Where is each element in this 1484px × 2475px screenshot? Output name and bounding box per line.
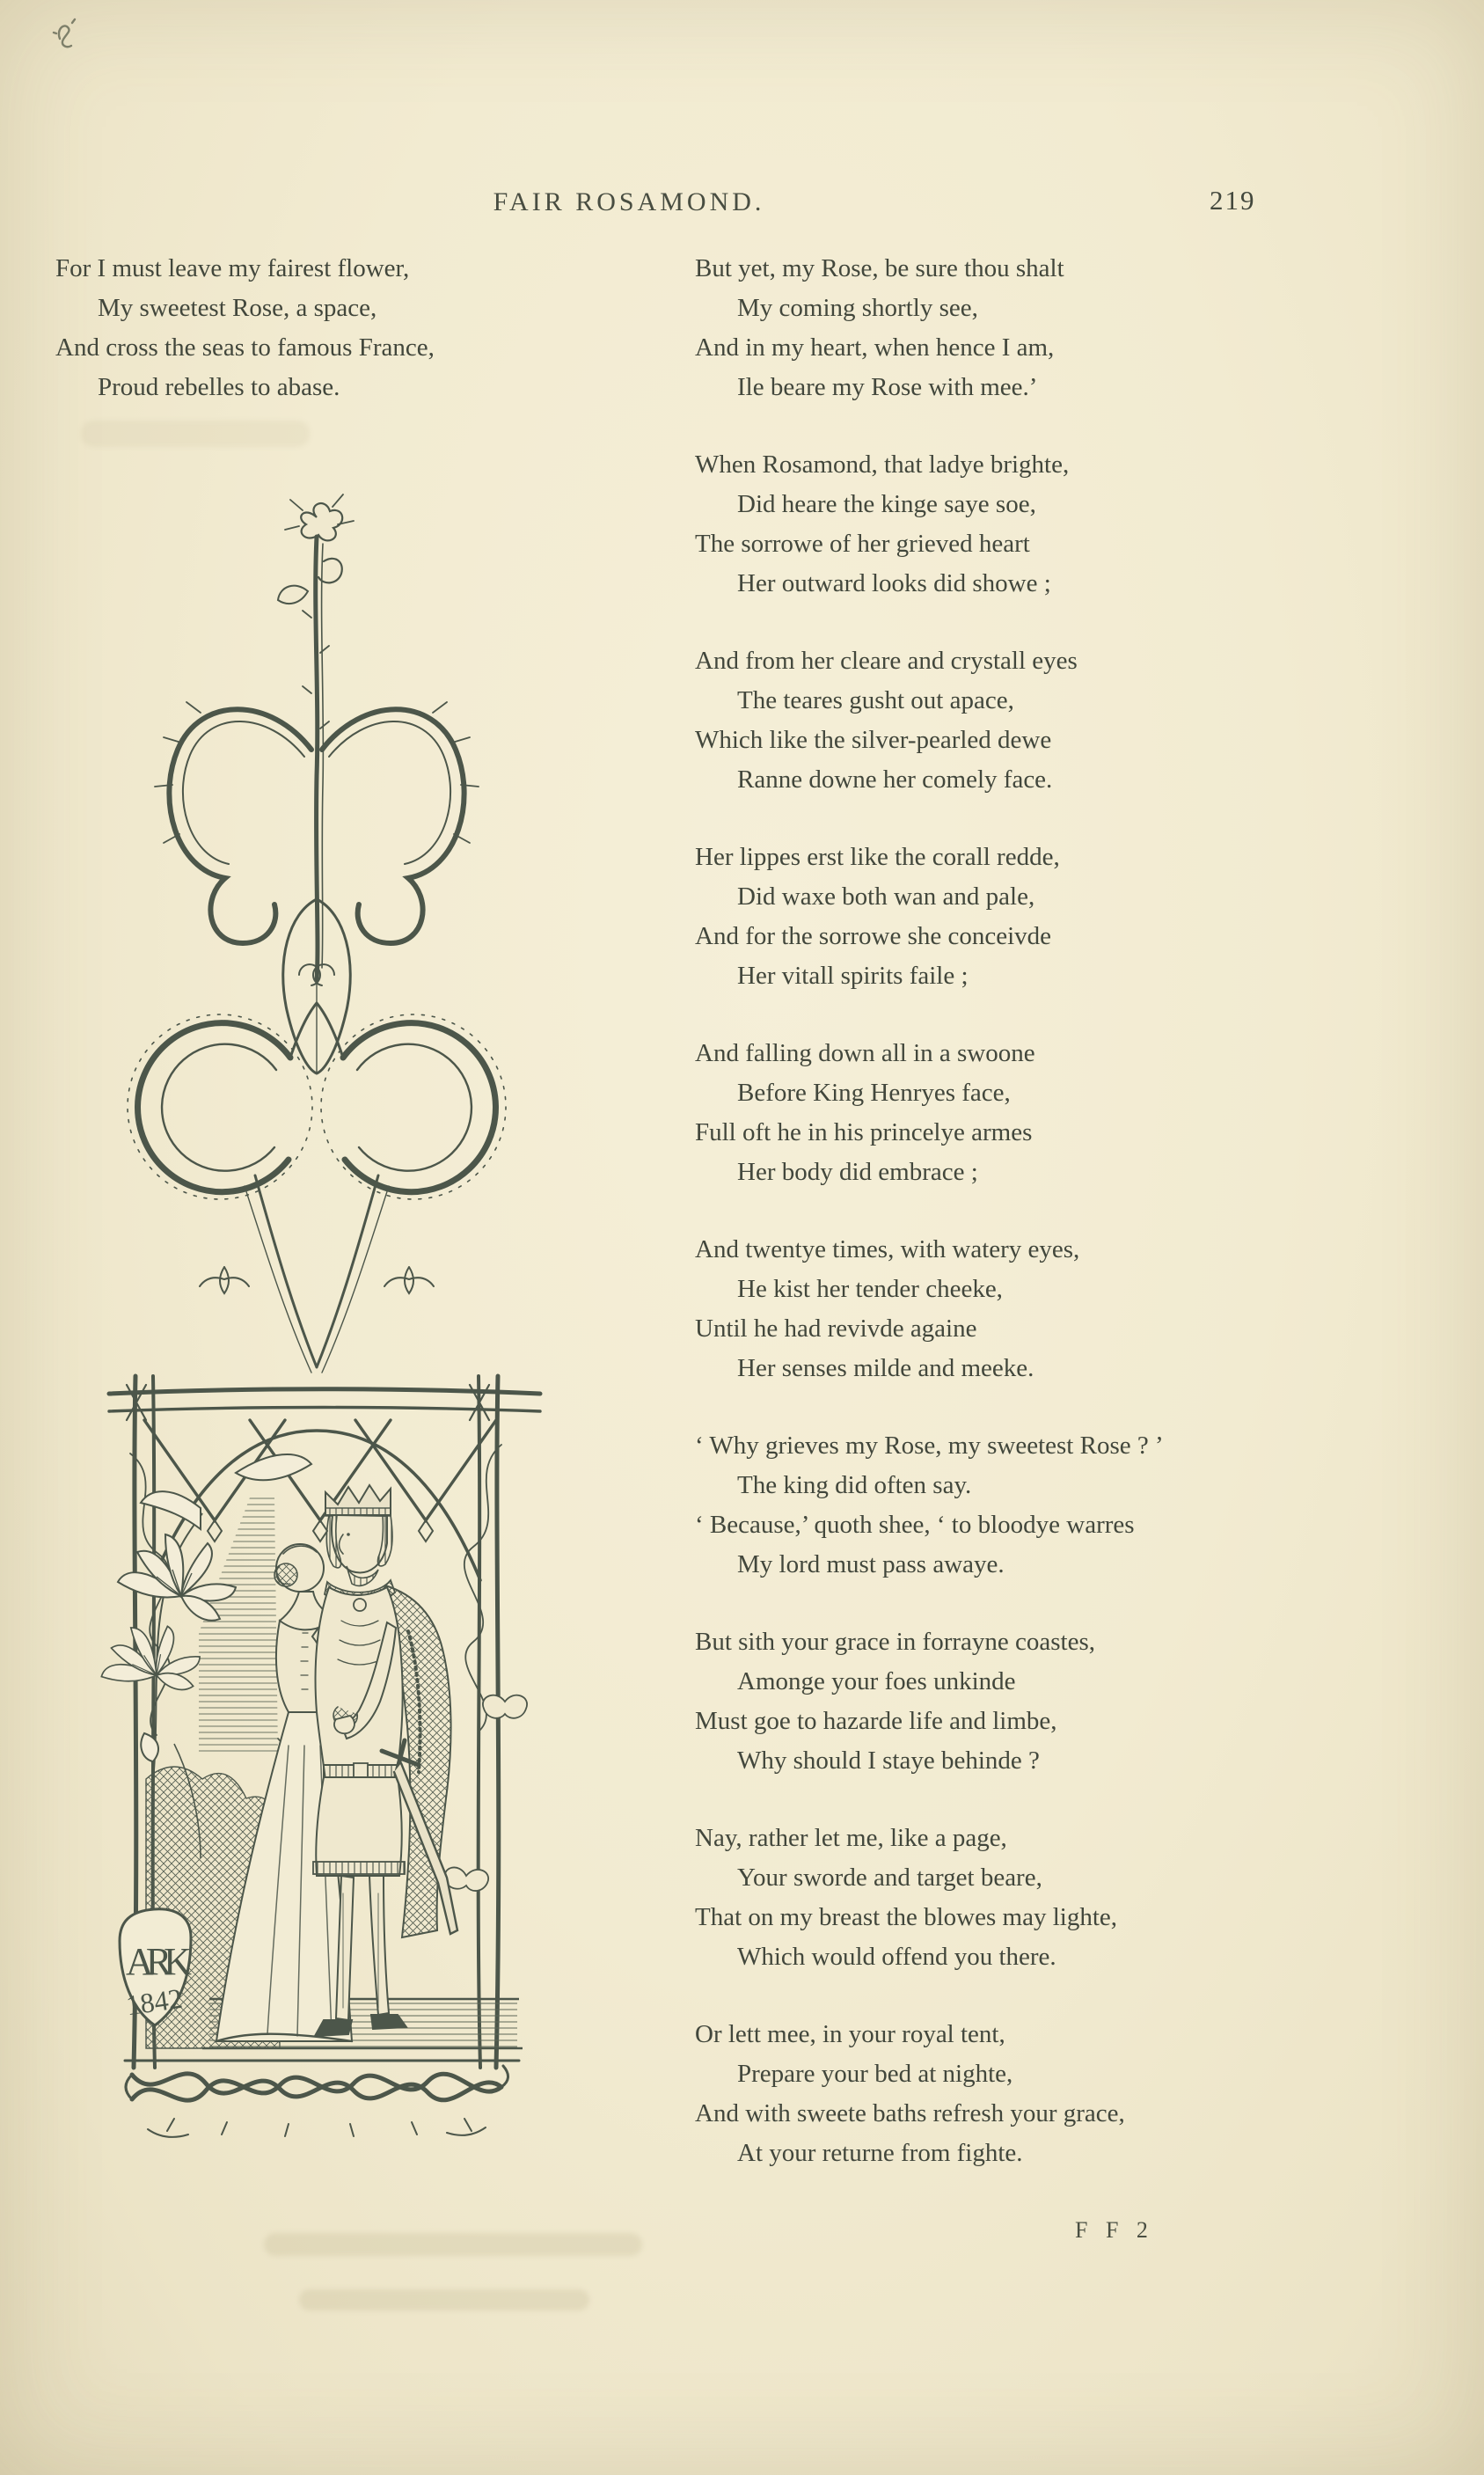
poem-line: And in my heart, when hence I am, [695, 333, 1055, 362]
poem-line: Her vitall spirits faile ; [737, 962, 969, 990]
poem-line: Proud rebelles to abase. [98, 373, 340, 401]
stanza [695, 1622, 1372, 1781]
poem-line: At your returne from fighte. [737, 2139, 1023, 2167]
poem-line: Her outward looks did showe ; [737, 569, 1051, 597]
poem-line: Which would offend you there. [737, 1943, 1056, 1971]
poem-line: My lord must pass awaye. [737, 1550, 1005, 1578]
poem-line: And with sweete baths refresh your grace, [695, 2099, 1125, 2127]
right-column [695, 249, 1372, 2211]
poem-line: And for the sorrowe she conceivde [695, 922, 1052, 950]
poem-line: For I must leave my fairest flower, [55, 254, 410, 282]
poem-line: Until he had revivde againe [695, 1314, 977, 1343]
poem-line: Nay, rather let me, like a page, [695, 1824, 1007, 1852]
monogram-year: 1842 [124, 1981, 185, 2022]
show-through-smudge [264, 2233, 642, 2256]
poem-line: Must goe to hazarde life and limbe, [695, 1707, 1057, 1735]
poem-line: My sweetest Rose, a space, [98, 294, 377, 322]
stanza [695, 1426, 1372, 1585]
stanza [695, 1034, 1372, 1192]
monogram-shield [120, 1909, 192, 2025]
poem-line: Her lippes erst like the corall redde, [695, 843, 1060, 871]
poem-line: ‘ Why grieves my Rose, my sweetest Rose ? ’ [695, 1432, 1164, 1460]
stanza [55, 249, 636, 407]
monogram-initials: ARK [126, 1940, 184, 1983]
show-through-smudge [299, 2289, 589, 2310]
poem-line: Before King Henryes face, [737, 1079, 1011, 1107]
poem-line: But yet, my Rose, be sure thou shalt [695, 254, 1064, 282]
show-through-smudge [81, 421, 310, 447]
poem-line: The teares gusht out apace, [737, 686, 1014, 714]
poem-line: Why should I staye behinde ? [737, 1746, 1040, 1775]
poem-line: Her body did embrace ; [737, 1158, 978, 1186]
poem-line: Or lett mee, in your royal tent, [695, 2020, 1005, 2048]
poem-line: Her senses milde and meeke. [737, 1354, 1034, 1382]
left-column [55, 249, 636, 445]
page-number: 219 [1210, 185, 1256, 216]
ink-smudge [51, 16, 81, 56]
base-knotwork [125, 2061, 519, 2137]
poem-line: ‘ Because,’ quoth shee, ‘ to bloodye warres [695, 1511, 1135, 1539]
scrollwork-ornament [128, 494, 506, 1373]
poem-line: Full oft he in his princelye armes [695, 1118, 1033, 1146]
poem-line: Ile beare my Rose with mee.’ [737, 373, 1038, 401]
stanza [695, 838, 1372, 996]
poem-line: Your sworde and target beare, [737, 1864, 1042, 1892]
stanza [695, 1819, 1372, 1977]
poem-line: Which like the silver-pearled dewe [695, 726, 1052, 754]
signature-mark: F F 2 [1075, 2217, 1154, 2243]
poem-line: And falling down all in a swoone [695, 1039, 1035, 1067]
poem-line: But sith your grace in forrayne coastes, [695, 1628, 1095, 1656]
engraving-illustration [69, 486, 607, 2168]
poem-line: He kist her tender cheeke, [737, 1275, 1003, 1303]
poem-line: Did heare the kinge saye soe, [737, 490, 1036, 518]
poem-line: Amonge your foes unkinde [737, 1667, 1016, 1695]
stanza [695, 1230, 1372, 1388]
stanza [695, 249, 1372, 407]
stanza [695, 2015, 1372, 2173]
poem-line: And twentye times, with watery eyes, [695, 1235, 1080, 1263]
stanza [695, 445, 1372, 604]
page-title: FAIR ROSAMOND. [493, 187, 765, 216]
poem-line: Did waxe both wan and pale, [737, 882, 1035, 911]
poem-line: Prepare your bed at nighte, [737, 2060, 1013, 2088]
poem-line: My coming shortly see, [737, 294, 978, 322]
poem-line: The sorrowe of her grieved heart [695, 530, 1030, 558]
poem-line: Ranne downe her comely face. [737, 765, 1053, 794]
poem-line: And cross the seas to famous France, [55, 333, 435, 362]
poem-line: And from her cleare and crystall eyes [695, 647, 1078, 675]
stanza [695, 641, 1372, 800]
poem-line: The king did often say. [737, 1471, 972, 1499]
poem-line: That on my breast the blowes may lighte, [695, 1903, 1118, 1931]
poem-line: When Rosamond, that ladye brighte, [695, 450, 1070, 479]
